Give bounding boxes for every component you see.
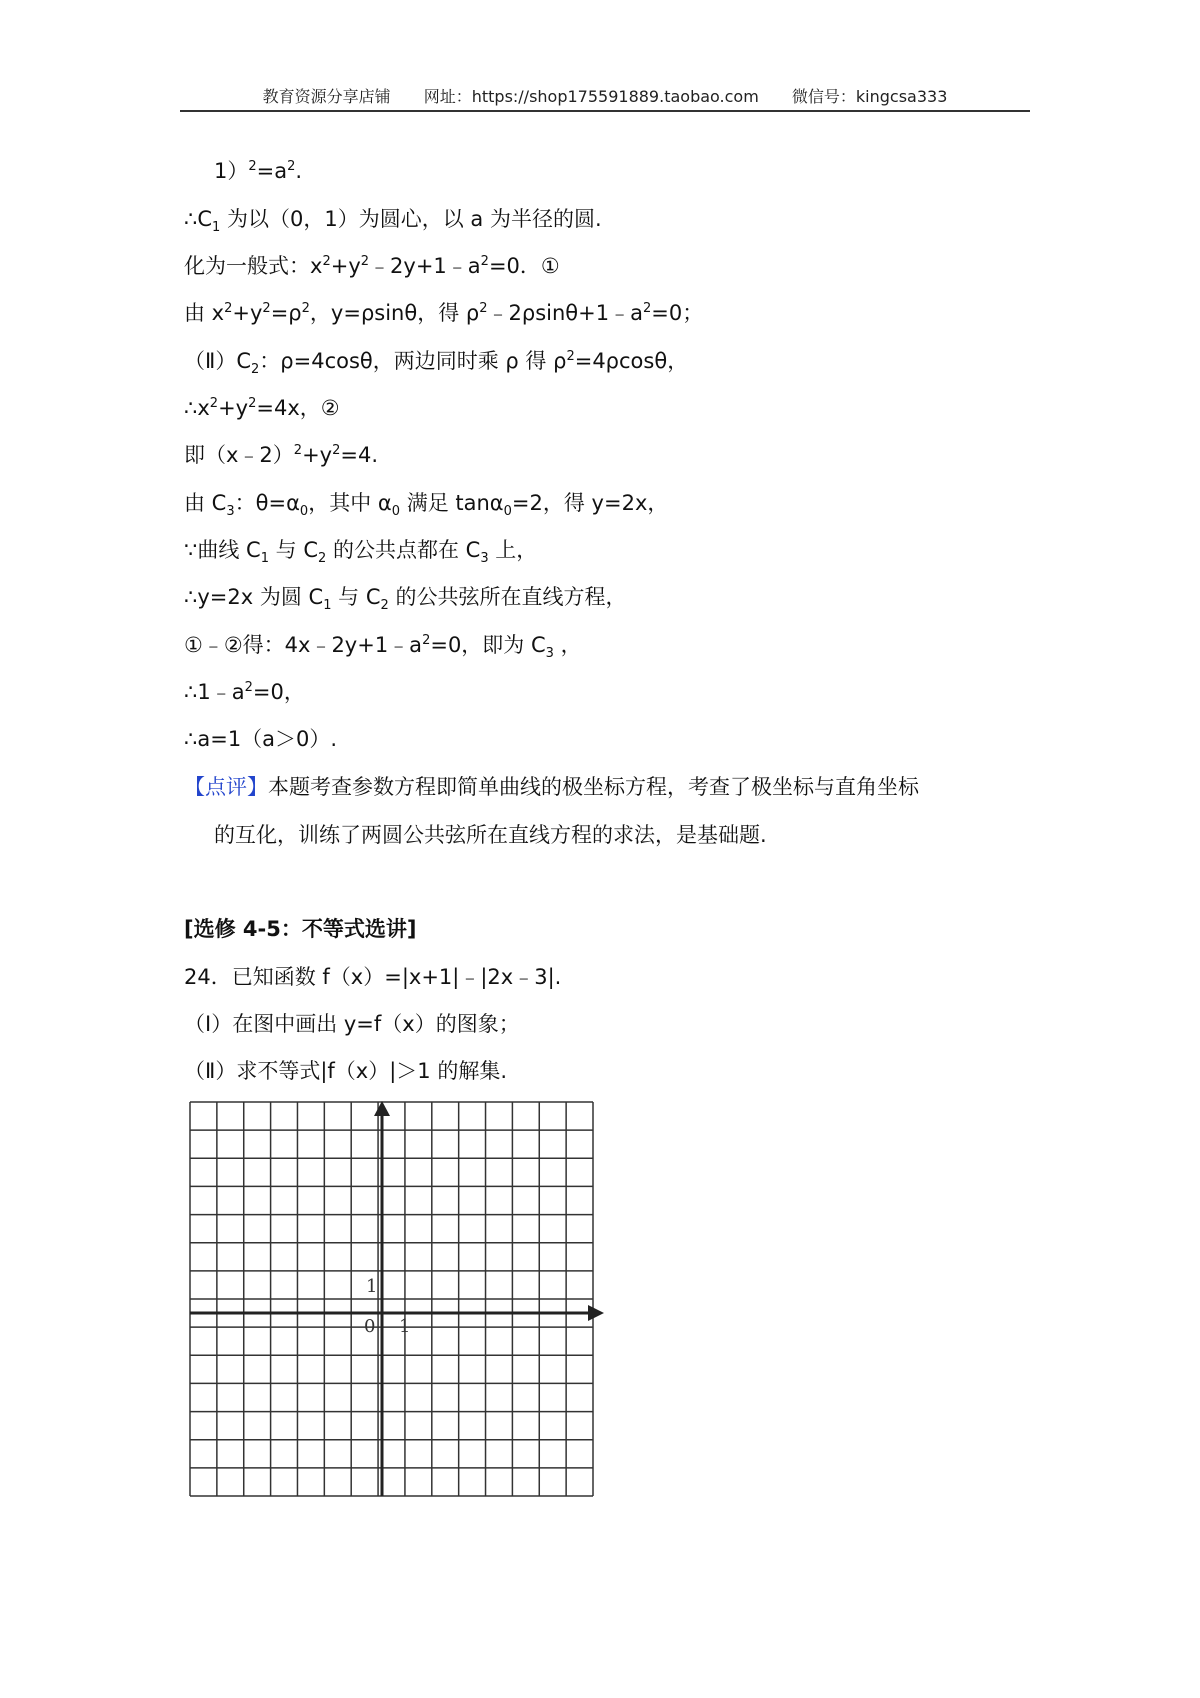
text: 化为一般式：x (184, 254, 323, 278)
solution-line (184, 393, 340, 423)
text: =4. (340, 443, 379, 467)
superscript: 2 (248, 396, 257, 411)
text: =0，即为 C (430, 633, 546, 657)
coordinate-grid (188, 1100, 606, 1498)
superscript: 2 (480, 254, 489, 269)
text: ∵曲线 C (184, 538, 261, 562)
solution-line (184, 488, 668, 518)
solution-line (184, 535, 537, 565)
page-header (180, 84, 1030, 107)
problem-statement: 24．已知函数 f（x）=|x+1|﹣|2x﹣3|. (184, 965, 562, 989)
superscript: 2 (332, 443, 341, 458)
text: ①﹣②得：4x﹣2y+1﹣a (184, 633, 423, 657)
text: ， (560, 633, 582, 657)
text: 与 C (338, 585, 381, 609)
superscript: 2 (209, 396, 219, 411)
text: 1） (214, 159, 249, 183)
solution-line (184, 630, 582, 660)
problem-part-2: （Ⅱ）求不等式|f（x）|＞1 的解集. (184, 1059, 508, 1083)
superscript: 2 (293, 443, 303, 458)
text: +y (330, 254, 361, 278)
text: =ρ (270, 301, 302, 325)
text: 的公共点都在 C (332, 538, 481, 562)
subscript: 3 (480, 551, 489, 566)
subscript: 0 (391, 504, 401, 519)
label-origin: 0 (364, 1316, 376, 1337)
solution-line (214, 156, 302, 186)
superscript: 2 (360, 254, 370, 269)
text: （Ⅱ）C (184, 349, 251, 373)
grid-lines (190, 1102, 593, 1496)
text: ﹣2ρsinθ+1﹣a (487, 301, 643, 325)
header-shop: 教育资源分享店铺 (262, 87, 391, 106)
text: =4x，② (256, 396, 340, 420)
text: ，y=ρsinθ，得 ρ (309, 301, 480, 325)
text: 满足 tanα (406, 491, 504, 515)
subscript: 2 (251, 362, 260, 377)
superscript: 2 (244, 680, 253, 695)
comment-text: 的互化，训练了两圆公共弦所在直线方程的求法，是基础题. (214, 823, 767, 847)
solution-line (184, 677, 305, 707)
text: +y (302, 443, 333, 467)
text: 为以（0，1）为圆心，以 a 为半径的圆. (227, 207, 602, 231)
text: ∴x (184, 396, 210, 420)
superscript: 2 (422, 633, 431, 648)
solution-line (184, 582, 626, 612)
superscript: 2 (248, 159, 257, 174)
solution-line (184, 251, 560, 281)
subscript: 0 (299, 504, 309, 519)
grid-svg (188, 1100, 606, 1498)
y-axis-arrow (374, 1101, 390, 1116)
problem-part-1: （Ⅰ）在图中画出 y=f（x）的图象； (184, 1012, 520, 1036)
superscript: 2 (566, 349, 575, 364)
subscript: 3 (545, 646, 554, 661)
text: 与 C (275, 538, 319, 562)
subscript: 0 (503, 504, 512, 519)
text: =2，得 y=2x， (511, 491, 669, 515)
superscript: 2 (287, 159, 296, 174)
text: =0．① (488, 254, 560, 278)
subscript: 2 (318, 551, 327, 566)
text: ﹣2y+1﹣a (369, 254, 481, 278)
header-divider (180, 110, 1030, 112)
subscript: 1 (323, 598, 332, 613)
text: =0； (651, 301, 704, 325)
header-url: 网址：https://shop175591889.taobao.com (423, 87, 759, 106)
superscript: 2 (301, 301, 310, 316)
superscript: 2 (322, 254, 331, 269)
superscript: 2 (479, 301, 488, 316)
comment-line (214, 820, 767, 850)
text: 由 C (184, 491, 227, 515)
text: 的公共弦所在直线方程， (395, 585, 627, 609)
solution-line (184, 204, 602, 234)
superscript: 2 (262, 301, 271, 316)
superscript: 2 (224, 301, 233, 316)
text: =a (256, 159, 288, 183)
text: =0， (252, 680, 305, 704)
x-axis-arrow (588, 1305, 604, 1321)
subscript: 2 (380, 598, 389, 613)
label-y1: 1 (366, 1276, 378, 1297)
text: ∴a=1（a＞0）. (184, 727, 338, 751)
solution-line (184, 346, 688, 376)
text: ：θ=α (234, 491, 300, 515)
header-wechat: 微信号：kingcsa333 (791, 87, 948, 106)
solution-line (184, 440, 378, 470)
text: ∴y=2x 为圆 C (184, 585, 324, 609)
text: ：ρ=4cosθ，两边同时乘 ρ 得 ρ (259, 349, 567, 373)
text: ∴1﹣a (184, 680, 245, 704)
solution-line (184, 724, 337, 754)
subscript: 1 (260, 551, 269, 566)
comment-text: 本题考查参数方程即简单曲线的极坐标方程，考查了极坐标与直角坐标 (268, 775, 919, 799)
text: +y (232, 301, 263, 325)
section-title: [选修 4-5：不等式选讲] (184, 917, 417, 941)
subscript: 3 (226, 504, 235, 519)
text: +y (218, 396, 249, 420)
text: =4ρcosθ， (574, 349, 689, 373)
superscript: 2 (642, 301, 652, 316)
text: ，其中 α (308, 491, 392, 515)
subscript: 1 (212, 220, 221, 235)
label-x1: 1 (399, 1316, 411, 1337)
text: 上， (495, 538, 538, 562)
comment-tag: 【点评】 (184, 775, 268, 799)
solution-line (184, 298, 703, 328)
comment-line (184, 772, 919, 802)
text: . (295, 159, 303, 183)
text: 由 x (184, 301, 225, 325)
text: 即（x﹣2） (184, 443, 294, 467)
text: ∴C (184, 207, 213, 231)
